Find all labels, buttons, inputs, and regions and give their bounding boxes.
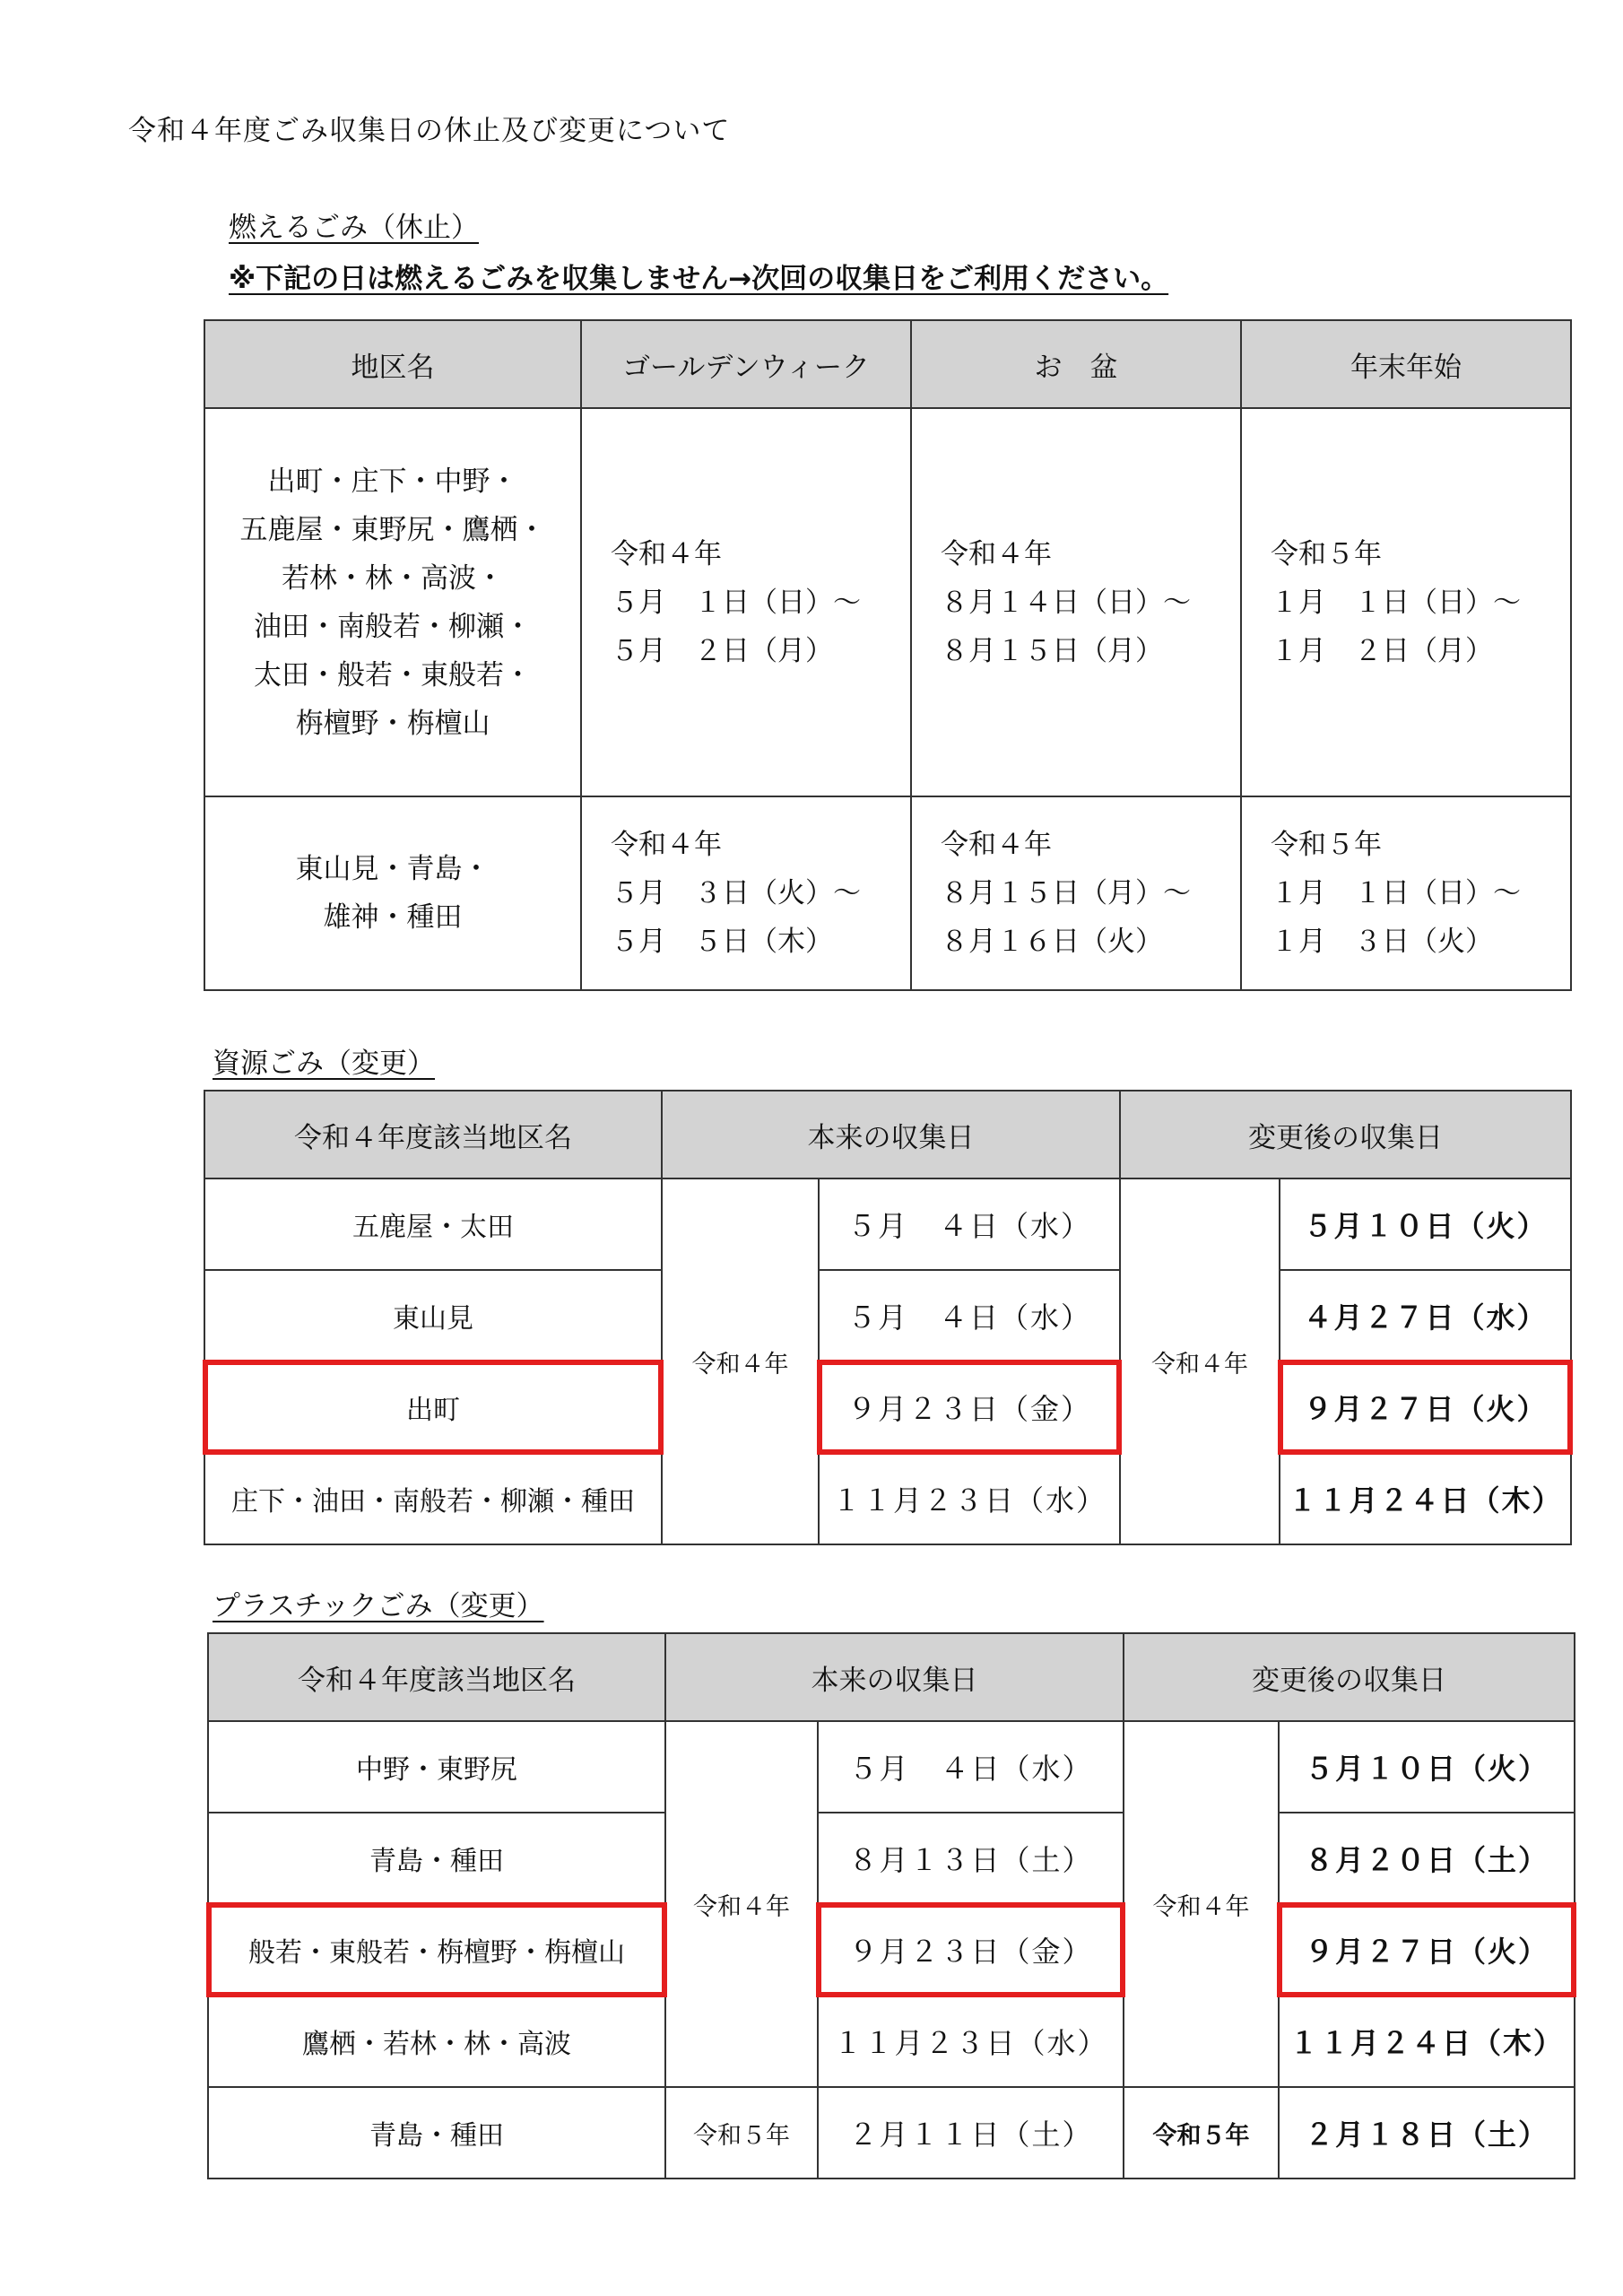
date-line: 令和４年 <box>611 829 722 861</box>
plastic-table <box>207 1632 1575 2179</box>
table-row <box>208 1996 1575 2087</box>
date-line: ５月 ５日（木） <box>611 926 833 958</box>
area-cell: 東山見 <box>204 1270 662 1361</box>
header-area: 令和４年度該当地区名 <box>208 1633 665 1721</box>
area-line: 出町・庄下・中野・ <box>267 465 518 498</box>
burnable-notice: ※下記の日は燃えるごみを収集しません→次回の収集日をご利用ください。 <box>229 263 1169 295</box>
table-row <box>204 408 1571 796</box>
area-cell: 鷹栖・若林・林・高波 <box>208 1996 665 2087</box>
changed-date-cell: １１月２４日（木） <box>1280 1453 1571 1544</box>
table-row <box>208 1813 1575 1904</box>
original-date-cell: ５月 ４日（水） <box>818 1721 1124 1813</box>
changed-date-cell: ５月１０日（火） <box>1279 1721 1575 1813</box>
header-area: 令和４年度該当地区名 <box>204 1091 662 1178</box>
changed-date-cell: ５月１０日（火） <box>1280 1178 1571 1270</box>
plastic-heading: プラスチックごみ（変更） <box>213 1590 544 1622</box>
new-year-date-cell <box>1241 796 1571 990</box>
year-cell: 令和４年 <box>665 1721 818 2087</box>
table-header-row <box>204 1091 1571 1178</box>
highlighted-changed-date-cell: ９月２７日（火） <box>1280 1361 1571 1453</box>
area-cell: 青島・種田 <box>208 1813 665 1904</box>
highlighted-original-date-cell: ９月２３日（金） <box>819 1361 1120 1453</box>
changed-date-cell: １１月２４日（木） <box>1279 1996 1575 2087</box>
header-changed-date: 変更後の収集日 <box>1124 1633 1575 1721</box>
table-row <box>208 2087 1575 2179</box>
date-line: ５月 ２日（月） <box>611 634 833 667</box>
area-line: 東山見・青島・ <box>295 853 490 885</box>
date-line: 令和４年 <box>941 829 1052 861</box>
date-line: ８月１５日（月）～ <box>941 877 1191 909</box>
header-original-date: 本来の収集日 <box>665 1633 1124 1721</box>
original-date-cell: ８月１３日（土） <box>818 1813 1124 1904</box>
header-golden-week: ゴールデンウィーク <box>581 320 911 408</box>
area-line: 油田・南般若・柳瀬・ <box>254 610 532 643</box>
date-line: 令和４年 <box>611 537 722 570</box>
original-date-cell: １１月２３日（水） <box>819 1453 1120 1544</box>
original-date-cell: ５月 ４日（水） <box>819 1178 1120 1270</box>
table-header-row <box>208 1633 1575 1721</box>
date-line: １月 ２日（月） <box>1271 634 1493 667</box>
year-cell: 令和４年 <box>662 1178 819 1544</box>
area-line: 栴檀野・栴檀山 <box>295 707 490 740</box>
obon-date-cell <box>911 408 1241 796</box>
new-year-date-cell <box>1241 408 1571 796</box>
date-line: １月 １日（日）～ <box>1271 877 1521 909</box>
table-row <box>204 1453 1571 1544</box>
table-row <box>204 1270 1571 1361</box>
date-line: １月 １日（日）～ <box>1271 586 1521 619</box>
table-row-highlighted <box>208 1904 1575 1996</box>
year-cell: 令和４年 <box>1120 1178 1280 1544</box>
year-cell: 令和４年 <box>1124 1721 1279 2087</box>
highlighted-changed-date-cell: ９月２７日（火） <box>1279 1904 1575 1996</box>
area-line: 若林・林・高波・ <box>282 561 504 595</box>
changed-date-cell: ２月１８日（土） <box>1279 2087 1575 2179</box>
original-date-cell: ５月 ４日（水） <box>819 1270 1120 1361</box>
table-row <box>208 1721 1575 1813</box>
header-changed-date: 変更後の収集日 <box>1120 1091 1571 1178</box>
area-cell: 庄下・油田・南般若・柳瀬・種田 <box>204 1453 662 1544</box>
year-cell: 令和５年 <box>1124 2087 1279 2179</box>
area-line: 太田・般若・東般若・ <box>254 658 532 691</box>
date-line: ８月１５日（月） <box>941 634 1163 667</box>
burnable-heading: 燃えるごみ（休止） <box>229 212 479 244</box>
table-row <box>204 796 1571 990</box>
changed-date-cell: ８月２０日（土） <box>1279 1813 1575 1904</box>
area-cell: 五鹿屋・太田 <box>204 1178 662 1270</box>
date-line: ８月１６日（火） <box>941 926 1163 958</box>
date-line: １月 ３日（火） <box>1271 926 1493 958</box>
area-cell: 中野・東野尻 <box>208 1721 665 1813</box>
obon-date-cell <box>911 796 1241 990</box>
resource-heading: 資源ごみ（変更） <box>213 1048 435 1080</box>
date-line: ５月 １日（日）～ <box>611 586 861 619</box>
area-cell <box>204 796 581 990</box>
resource-table <box>204 1090 1572 1545</box>
area-cell <box>204 408 581 796</box>
date-line: 令和５年 <box>1271 537 1382 570</box>
date-line: 令和５年 <box>1271 829 1382 861</box>
highlighted-area-cell: 出町 <box>204 1361 662 1453</box>
header-original-date: 本来の収集日 <box>662 1091 1120 1178</box>
header-new-year: 年末年始 <box>1241 320 1571 408</box>
table-header-row <box>204 320 1571 408</box>
year-cell: 令和５年 <box>665 2087 818 2179</box>
area-line: 五鹿屋・東野尻・鷹栖・ <box>239 513 546 546</box>
area-cell: 青島・種田 <box>208 2087 665 2179</box>
date-line: ８月１４日（日）～ <box>941 586 1191 619</box>
highlighted-original-date-cell: ９月２３日（金） <box>818 1904 1124 1996</box>
gw-date-cell <box>581 408 911 796</box>
header-obon: お 盆 <box>911 320 1241 408</box>
page-title: 令和４年度ごみ収集日の休止及び変更について <box>128 115 731 147</box>
changed-date-cell: ４月２７日（水） <box>1280 1270 1571 1361</box>
original-date-cell: １１月２３日（水） <box>818 1996 1124 2087</box>
burnable-table <box>204 319 1572 991</box>
date-line: ５月 ３日（火）～ <box>611 877 861 909</box>
original-date-cell: ２月１１日（土） <box>818 2087 1124 2179</box>
area-line: 雄神・種田 <box>323 901 463 934</box>
date-line: 令和４年 <box>941 537 1052 570</box>
header-area: 地区名 <box>204 320 581 408</box>
gw-date-cell <box>581 796 911 990</box>
table-row <box>204 1178 1571 1270</box>
table-row-highlighted <box>204 1361 1571 1453</box>
highlighted-area-cell: 般若・東般若・栴檀野・栴檀山 <box>208 1904 665 1996</box>
